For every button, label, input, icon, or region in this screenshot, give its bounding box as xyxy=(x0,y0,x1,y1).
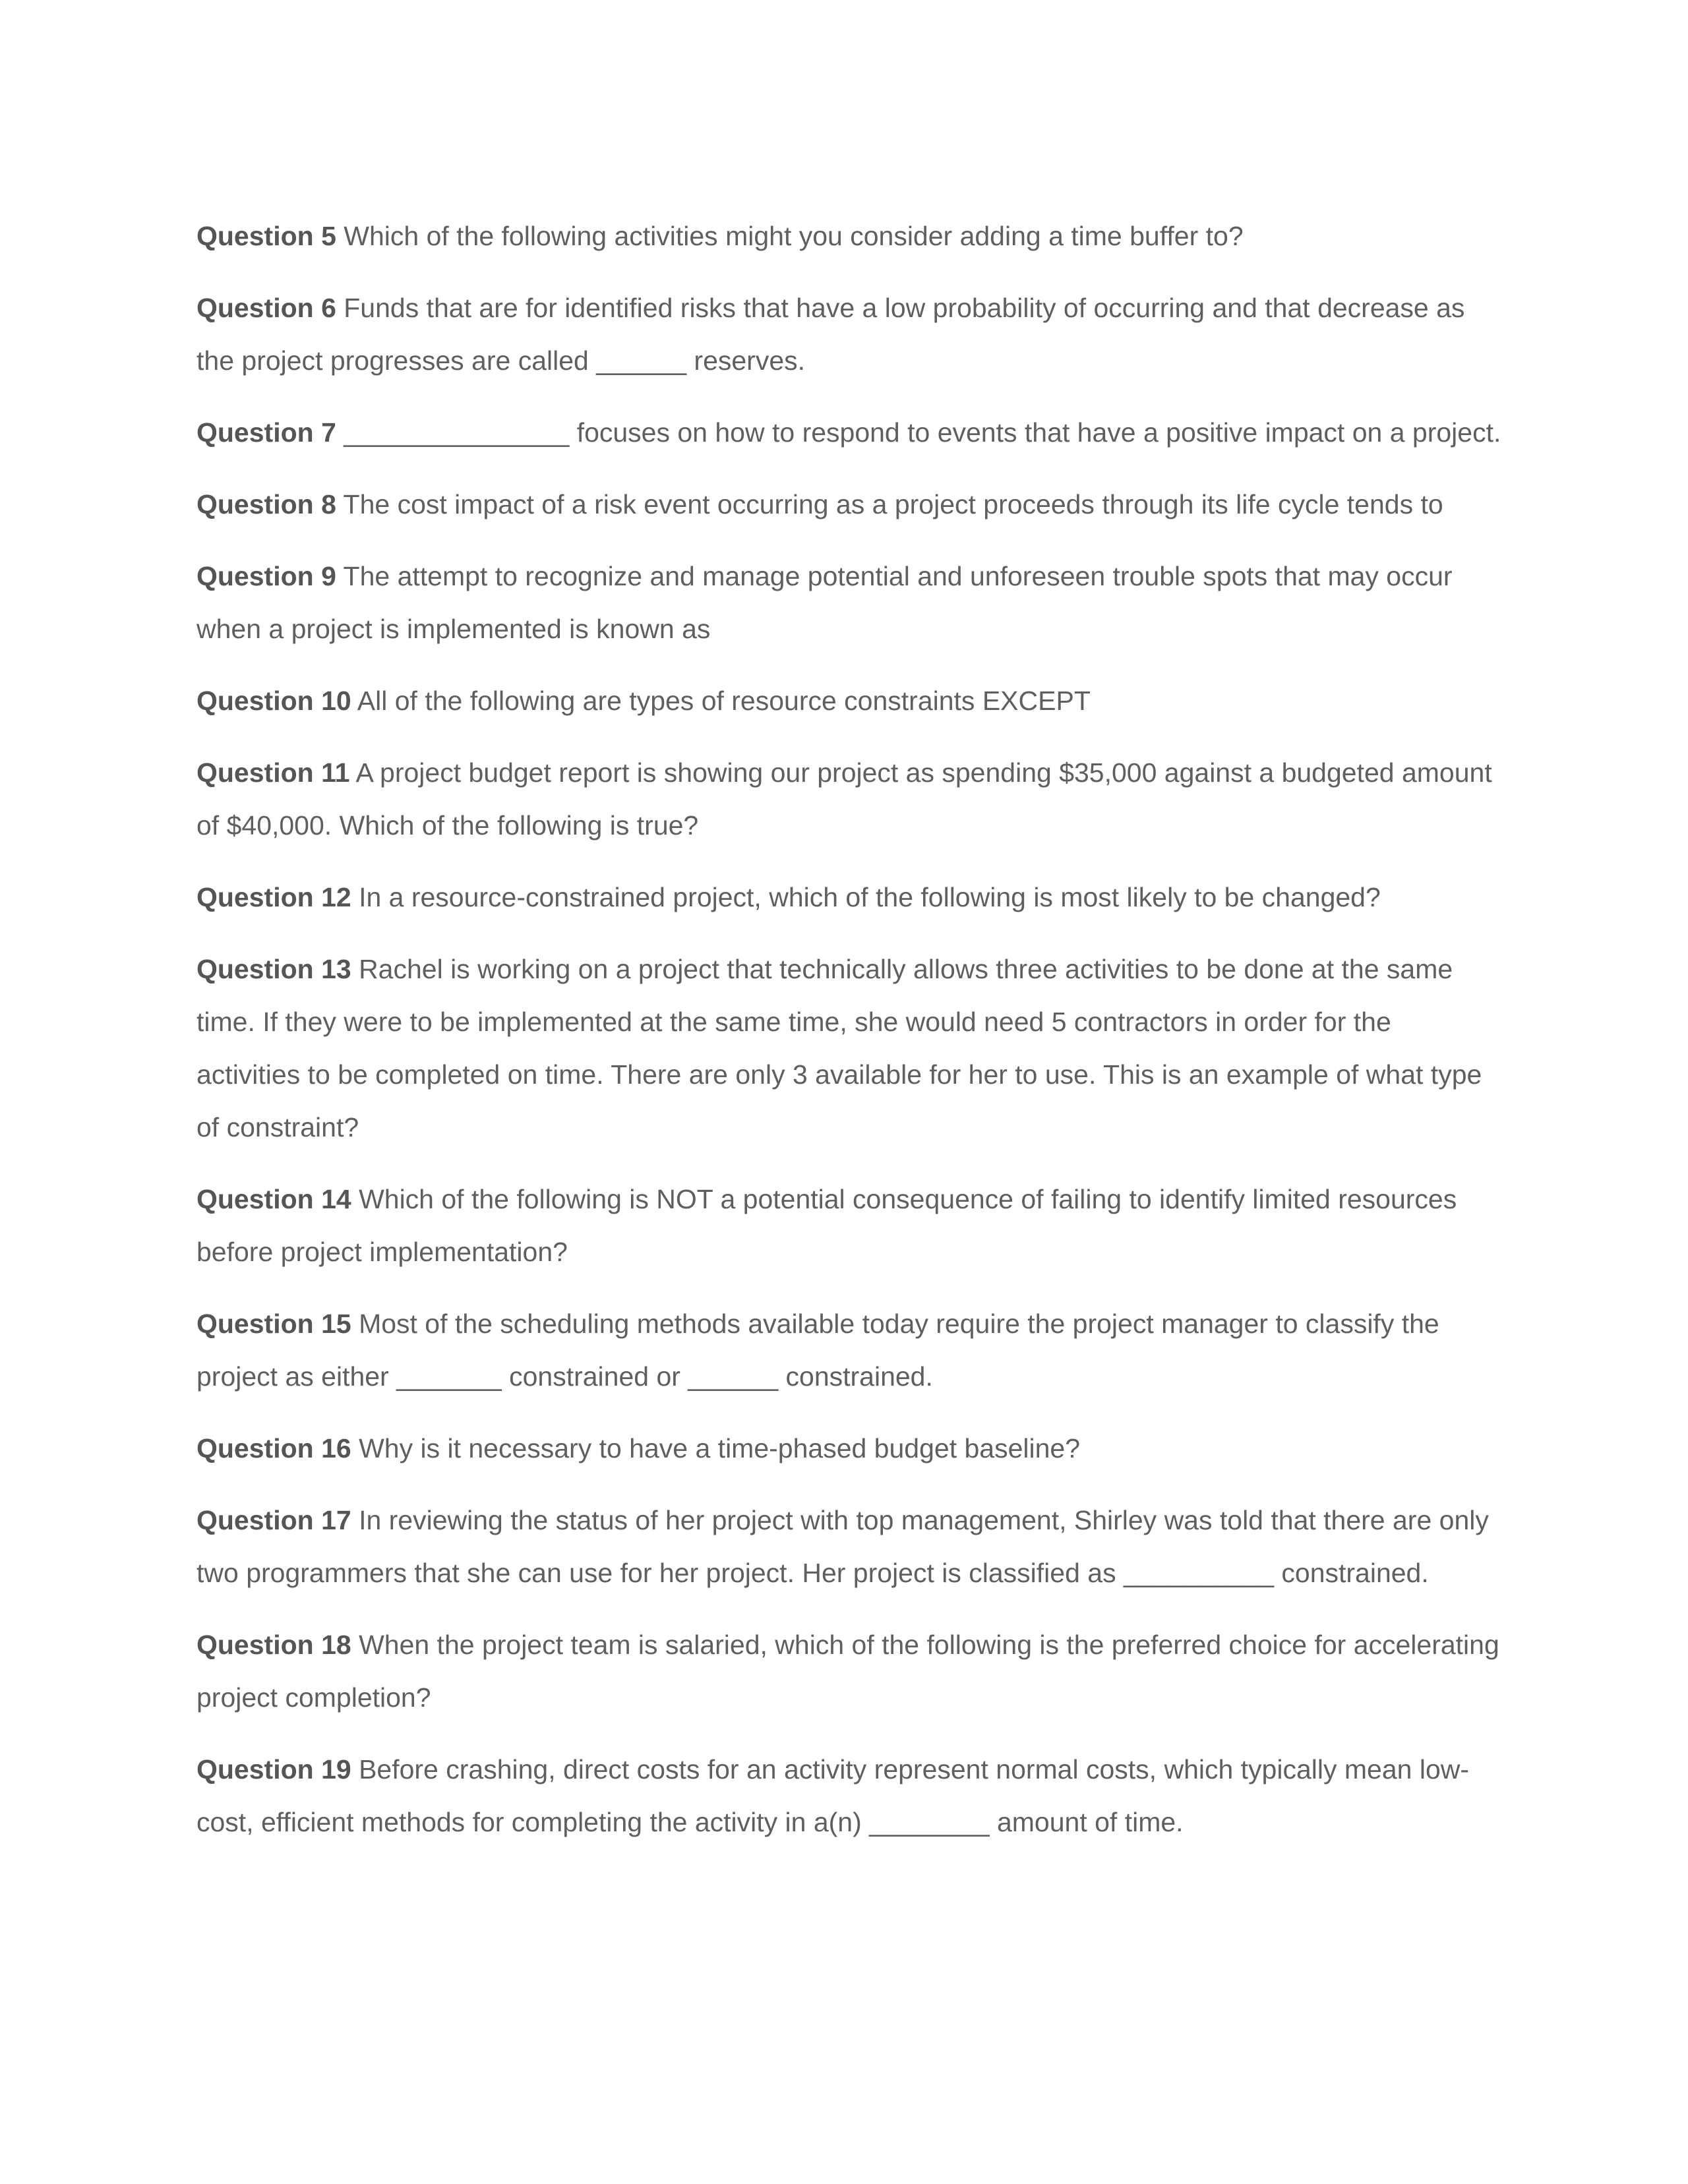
question-label: Question 19 xyxy=(196,1754,351,1785)
question-text: The cost impact of a risk event occurring as a project proceeds through its life cycle tends to xyxy=(336,489,1443,519)
question-text: A project budget report is showing our project as spending $35,000 against a budgeted amount of $40,000. Which of the following is true? xyxy=(196,757,1500,841)
question-16 xyxy=(196,1422,1502,1475)
question-label: Question 14 xyxy=(196,1184,351,1214)
question-text: Which of the following is NOT a potential consequence of failing to identify limited resources before project implementation? xyxy=(196,1184,1464,1267)
question-12 xyxy=(196,871,1502,924)
question-text: In reviewing the status of her project with top management, Shirley was told that there are only two programmers that she can use for her project. Her project is classified as __________ constrained. xyxy=(196,1505,1497,1588)
question-17 xyxy=(196,1494,1502,1599)
question-text: When the project team is salaried, which of the following is the preferred choice for accelerating project completion? xyxy=(196,1630,1507,1713)
question-text: _______________ focuses on how to respond to events that have a positive impact on a project. xyxy=(336,417,1501,448)
question-label: Question 16 xyxy=(196,1433,351,1463)
question-8 xyxy=(196,478,1502,531)
question-18 xyxy=(196,1618,1507,1724)
question-11 xyxy=(196,746,1502,852)
question-5 xyxy=(196,210,1502,262)
question-text: The attempt to recognize and manage potential and unforeseen trouble spots that may occur when a project is implemented is known as xyxy=(196,561,1460,644)
question-7 xyxy=(196,406,1502,459)
question-text: Before crashing, direct costs for an activity represent normal costs, which typically mean low-cost, efficient methods for completing the activity in a(n) ________ amount of time. xyxy=(196,1754,1470,1837)
question-9 xyxy=(196,550,1502,655)
question-text: Most of the scheduling methods available today require the project manager to classify the project as either _______ constrained or ______ constrained. xyxy=(196,1309,1447,1392)
question-label: Question 18 xyxy=(196,1630,351,1660)
question-label: Question 13 xyxy=(196,954,351,984)
question-6 xyxy=(196,281,1502,387)
question-text: Rachel is working on a project that technically allows three activities to be done at the same time. If they were to be implemented at the same time, she would need 5 contractors in order for the activities to be completed on time. There are only 3 available for her to use. This is an example of what type of constraint? xyxy=(196,954,1490,1142)
question-label: Question 7 xyxy=(196,417,336,448)
question-label: Question 10 xyxy=(196,686,351,716)
question-10 xyxy=(196,674,1502,727)
question-text: Which of the following activities might you consider adding a time buffer to? xyxy=(336,221,1244,251)
question-label: Question 11 xyxy=(196,757,350,788)
question-text: Funds that are for identified risks that have a low probability of occurring and that decrease as the project progresses are called ______ reserves. xyxy=(196,293,1472,376)
question-13 xyxy=(196,943,1502,1154)
document-page xyxy=(196,210,1507,1868)
question-label: Question 9 xyxy=(196,561,336,591)
question-19 xyxy=(196,1743,1502,1848)
question-14 xyxy=(196,1173,1502,1278)
question-text: Why is it necessary to have a time-phased budget baseline? xyxy=(351,1433,1081,1463)
question-label: Question 8 xyxy=(196,489,336,519)
question-15 xyxy=(196,1297,1502,1403)
question-label: Question 17 xyxy=(196,1505,351,1535)
question-label: Question 6 xyxy=(196,293,336,323)
question-label: Question 5 xyxy=(196,221,336,251)
question-text: In a resource-constrained project, which of the following is most likely to be changed? xyxy=(351,882,1381,912)
question-label: Question 15 xyxy=(196,1309,351,1339)
question-label: Question 12 xyxy=(196,882,351,912)
question-text: All of the following are types of resource constraints EXCEPT xyxy=(351,686,1091,716)
